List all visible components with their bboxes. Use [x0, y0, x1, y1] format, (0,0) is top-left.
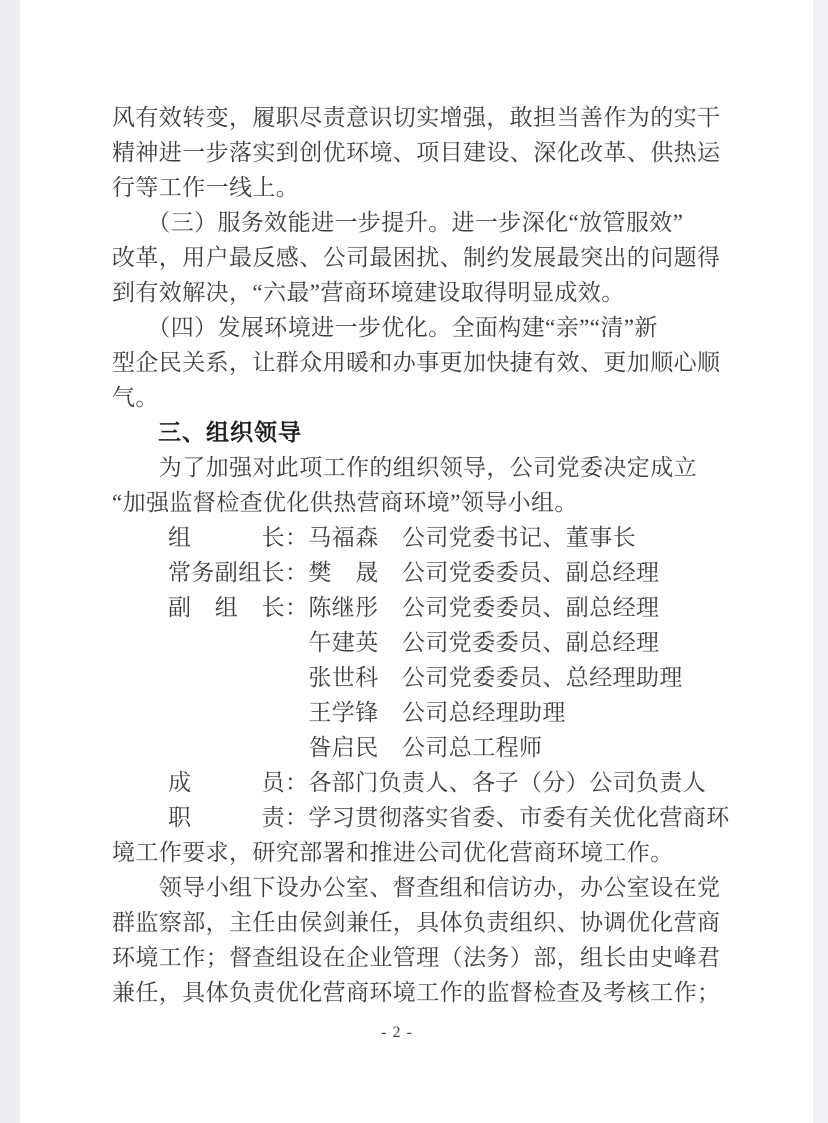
doc-line: 到有效解决，“六最”营商环境建设取得明显成效。 — [112, 280, 625, 305]
page-left-gutter — [0, 0, 20, 1123]
doc-line: 境工作要求，研究部署和推进公司优化营商环境工作。 — [112, 840, 674, 865]
roster-line: 职 责：学习贯彻落实省委、市委有关优化营商环 — [168, 805, 730, 830]
roster-line: 成 员：各部门负责人、各子（分）公司负责人 — [168, 770, 707, 795]
doc-line: （四）发展环境进一步优化。全面构建“亲”“清”新 — [112, 315, 658, 340]
doc-line: （三）服务效能进一步提升。进一步深化“放管服效” — [112, 210, 684, 235]
roster-line: 张世科 公司党委委员、总经理助理 — [168, 665, 683, 690]
roster-line: 常务副组长：樊 晟 公司党委委员、副总经理 — [168, 560, 660, 585]
doc-line: 群监察部，主任由侯剑兼任，具体负责组织、协调优化营商 — [112, 910, 721, 935]
doc-line: 环境工作；督查组设在企业管理（法务）部，组长由史峰君 — [112, 945, 721, 970]
doc-line: 风有效转变，履职尽责意识切实增强，敢担当善作为的实干 — [112, 105, 721, 130]
document-body — [112, 100, 732, 1010]
doc-line: 气。 — [112, 385, 159, 410]
section-heading: 三、组织领导 — [158, 419, 302, 445]
doc-line: 兼任，具体负责优化营商环境工作的监督检查及考核工作； — [112, 980, 721, 1005]
doc-line: 行等工作一线上。 — [112, 175, 300, 200]
doc-line: 领导小组下设办公室、督查组和信访办，办公室设在党 — [112, 875, 721, 900]
doc-line: 为了加强对此项工作的组织领导，公司党委决定成立 — [112, 455, 697, 480]
doc-line: 精神进一步落实到创优环境、项目建设、深化改革、供热运 — [112, 140, 721, 165]
roster-line: 王学锋 公司总经理助理 — [168, 700, 566, 725]
roster-line: 昝启民 公司总工程师 — [168, 735, 543, 760]
roster-line: 副 组 长：陈继彤 公司党委委员、副总经理 — [168, 595, 660, 620]
doc-line: “加强监督检查优化供热营商环境”领导小组。 — [112, 490, 578, 515]
page-right-gutter — [813, 0, 828, 1123]
roster-line: 组 长：马福森 公司党委书记、董事长 — [168, 525, 636, 550]
roster-line: 午建英 公司党委委员、副总经理 — [168, 630, 660, 655]
doc-line: 改革，用户最反感、公司最困扰、制约发展最突出的问题得 — [112, 245, 721, 270]
page-number: - 2 - — [381, 1024, 413, 1041]
doc-line: 型企民关系，让群众用暖和办事更加快捷有效、更加顺心顺 — [112, 350, 721, 375]
